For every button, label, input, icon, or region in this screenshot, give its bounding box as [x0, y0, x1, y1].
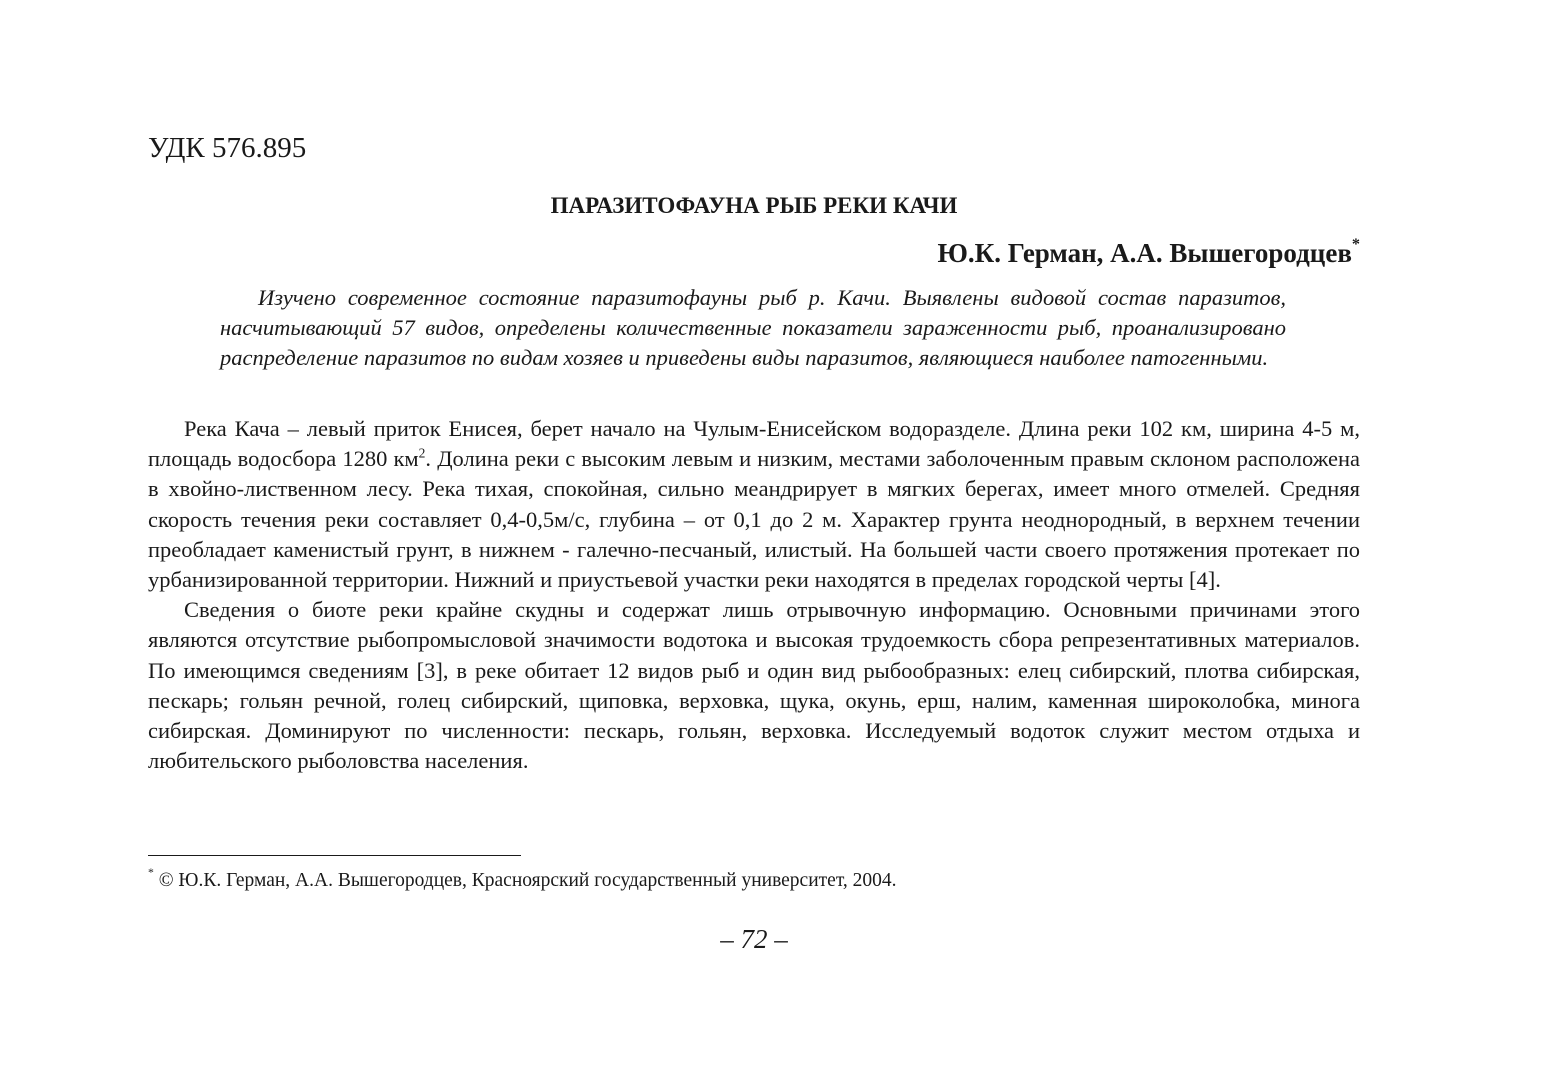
- footnote-mark: *: [148, 866, 154, 880]
- body-paragraph-1: [148, 414, 1360, 595]
- page-number: – 72 –: [720, 924, 788, 954]
- body-paragraph-1-part-1: Река Кача – левый приток Енисея, берет начало на Чулым-Енисейском водоразделе. Длина реки 102 км, ширина 4-5 м, площадь водосбора 1280 км: [148, 416, 1360, 472]
- footnote-divider: [148, 855, 521, 856]
- article-body: [148, 414, 1360, 776]
- footnote-text: © Ю.К. Герман, А.А. Вышегородцев, Красноярский государственный университет, 2004.: [153, 870, 897, 891]
- body-paragraph-1-part-2: . Долина реки с высоким левым и низким, местами заболоченным правым склоном расположена в хвойно-лиственном лесу. Река тихая, спокойная, сильно меандрирует в мягких берегах, имеет много отмелей. Средняя скорость течения реки составляет 0,4-0,5м/с, глубина – от 0,1 до 2 м. Характер грунта неоднородный, в верхнем течении преобладает каменистый грунт, в нижнем - галечно-песчаный, илистый. На большей части своего протяжения протекает по урбанизированной территории. Нижний и приустьевой участки реки находятся в пределах городской черты [4].: [148, 446, 1360, 593]
- udc-code: УДК 576.895: [148, 132, 307, 164]
- article-title: ПАРАЗИТОФАУНА РЫБ РЕКИ КАЧИ: [550, 193, 958, 218]
- superscript-2: 2: [418, 445, 426, 461]
- authors-footnote-mark: *: [1351, 234, 1360, 253]
- footnote: [148, 868, 897, 894]
- body-paragraph-2: Сведения о биоте реки крайне скудны и содержат лишь отрывочную информацию. Основными причинами этого являются отсутствие рыбопромысловой значимости водотока и высокая трудоемкость сбора репрезентативных материалов. По имеющимся сведениям [3], в реке обитает 12 видов рыб и один вид рыбообразных: елец сибирский, плотва сибирская, пескарь; гольян речной, голец сибирский, щиповка, верховка, щука, окунь, ерш, налим, каменная широколобка, минога сибирская. Доминируют по численности: пескарь, гольян, верховка. Исследуемый водоток служит местом отдыха и любительского рыболовства населения.: [148, 597, 1360, 774]
- article-authors: [937, 235, 1360, 271]
- article-abstract: Изучено современное состояние паразитофауны рыб р. Качи. Выявлены видовой состав паразитов, насчитывающий 57 видов, определены количественные показатели зараженности рыб, проанализировано распределение паразитов по видам хозяев и приведены виды паразитов, являющиеся наиболее патогенными.: [220, 285, 1286, 370]
- authors-names: Ю.К. Герман, А.А. Вышегородцев: [937, 238, 1352, 268]
